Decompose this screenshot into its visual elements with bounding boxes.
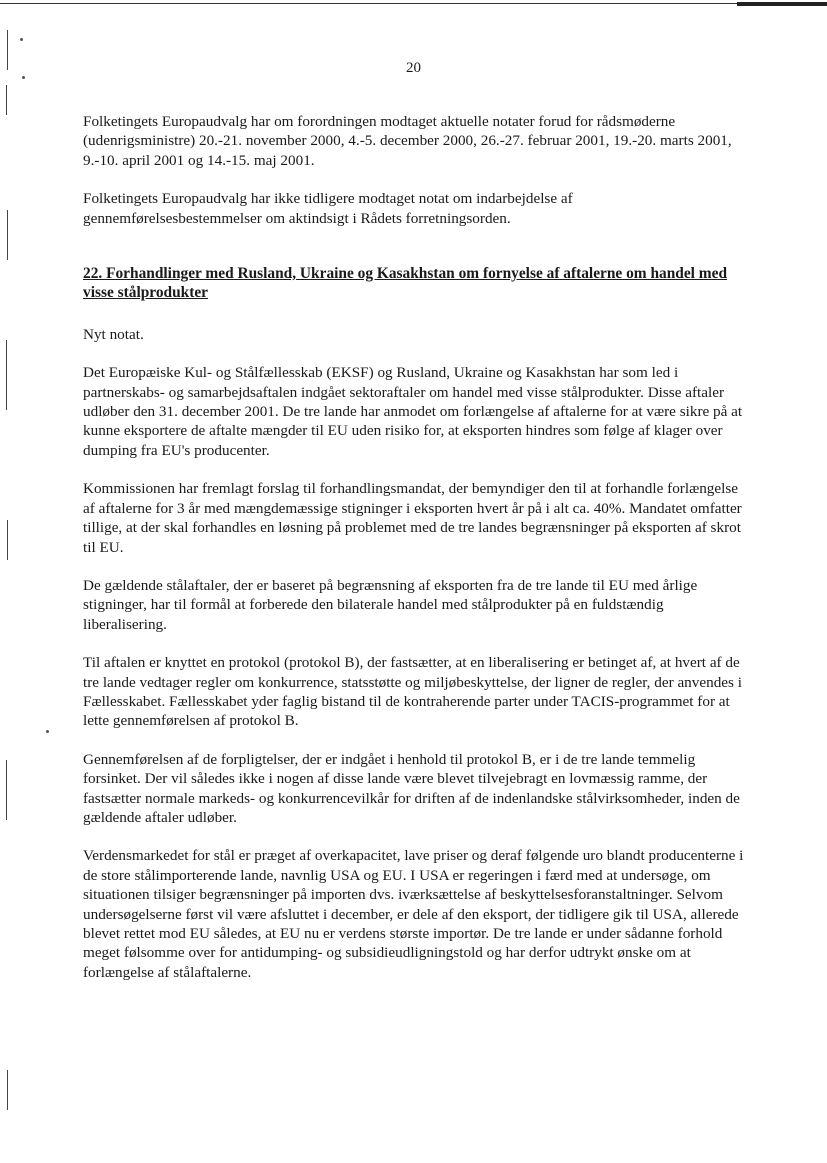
paragraph: Kommissionen har fremlagt forslag til forhandlingsmandat, der bemyndiger den til at forhandle forlængelse af aftalerne for 3 år med mængdemæssige stigninger i eksporten hvert år på i alt ca. 40%. Mandatet omfatter tillige, at der skal forhandles en løsning på problemet med de tre landes begrænsninger på eksporten af skrot til EU. [83, 480, 742, 556]
paragraph: Verdensmarkedet for stål er præget af overkapacitet, lave priser og deraf følgende uro blandt producenterne i de store stålimporterende lande, navnlig USA og EU. I USA er regeringen i færd med at undersøge, om situationen tilsiger begrænsninger på importen dvs. iværksættelse af beskyttelsesforanstaltninger. Selvom undersøgelserne først vil være afsluttet i december, er dele af den eksport, der tidligere gik til USA, allerede blevet rettet mod EU således, at EU nu er verdens største importør. De tre lande er under sådanne forhold meget følsomme over for antidumping- og subsidieudligningstold og har derfor udtrykt ønske om at forlængelse af stålaftalerne. [83, 847, 744, 981]
scan-top-border [0, 3, 827, 4]
paragraph: Folketingets Europaudvalg har om forordningen modtaget aktuelle notater forud for rådsmøderne (udenrigsministre) 20.-21. november 2000, 4.-5. december 2000, 26.-27. februar 2001, 19.-20. marts 2001, 9.-10. april 2001 og 14.-15. maj 2001. [83, 113, 732, 169]
paragraph: Til aftalen er knyttet en protokol (protokol B), der fastsætter, at en liberalisering er betinget af, at hvert af de tre lande vedtager regler om konkurrence, statsstøtte og miljøbeskyttelse, der ligner de regler, der anvendes i Fællesskabet. Fællesskabet yder faglig bistand til de kontraherende parter under TACIS-programmet for at lette gennemførelsen af protokol B. [83, 654, 742, 730]
page-number: 20 [406, 60, 421, 76]
paragraph: Nyt notat. [83, 325, 144, 343]
scan-edge-mark [7, 210, 8, 260]
paragraph: Folketingets Europaudvalg har ikke tidligere modtaget notat om indarbejdelse af gennemførelsesbestemmelser om aktindsigt i Rådets forretningsorden. [83, 190, 573, 227]
paragraph: Gennemførelsen af de forpligtelser, der er indgået i henhold til protokol B, er i de tre lande temmelig forsinket. Der vil således ikke i nogen af disse lande være blevet tilvejebragt en lovmæssig ramme, der fastsætter normale markeds- og konkurrencevilkår for driften af de indenlandske stålvirksomheder, inden de gældende aftaler udløber. [83, 750, 740, 826]
scan-edge-mark [6, 760, 7, 820]
section-heading: 22. Forhandlinger med Rusland, Ukraine og Kasakhstan om fornyelse af aftalerne om handel med visse stålprodukter [83, 265, 728, 302]
document-body [83, 112, 745, 1001]
scan-edge-mark [6, 85, 7, 115]
scan-dot-mark [46, 730, 49, 733]
scan-edge-mark [6, 340, 7, 410]
scan-edge-mark [7, 520, 8, 560]
paragraph: Det Europæiske Kul- og Stålfællesskab (EKSF) og Rusland, Ukraine og Kasakhstan har som led i partnerskabs- og samarbejdsaftalen indgået sektoraftaler om handel med visse stålprodukter. Disse aftaler udløber den 31. december 2001. De tre lande har anmodet om forlængelse af aftalerne for at være sikre på at kunne eksportere de aftalte mængder til EU uden risiko for, at eksporten hindres som følge af klager over dumping fra EU's producenter. [83, 364, 743, 459]
scan-dot-mark [20, 38, 23, 41]
paragraph: De gældende stålaftaler, der er baseret på begrænsning af eksporten fra de tre lande til EU med årlige stigninger, har til formål at forberede den bilaterale handel med stålprodukter på en fuldstændig liberalisering. [83, 576, 698, 633]
scan-top-border-thick [737, 2, 827, 6]
scan-edge-mark [7, 1070, 8, 1110]
